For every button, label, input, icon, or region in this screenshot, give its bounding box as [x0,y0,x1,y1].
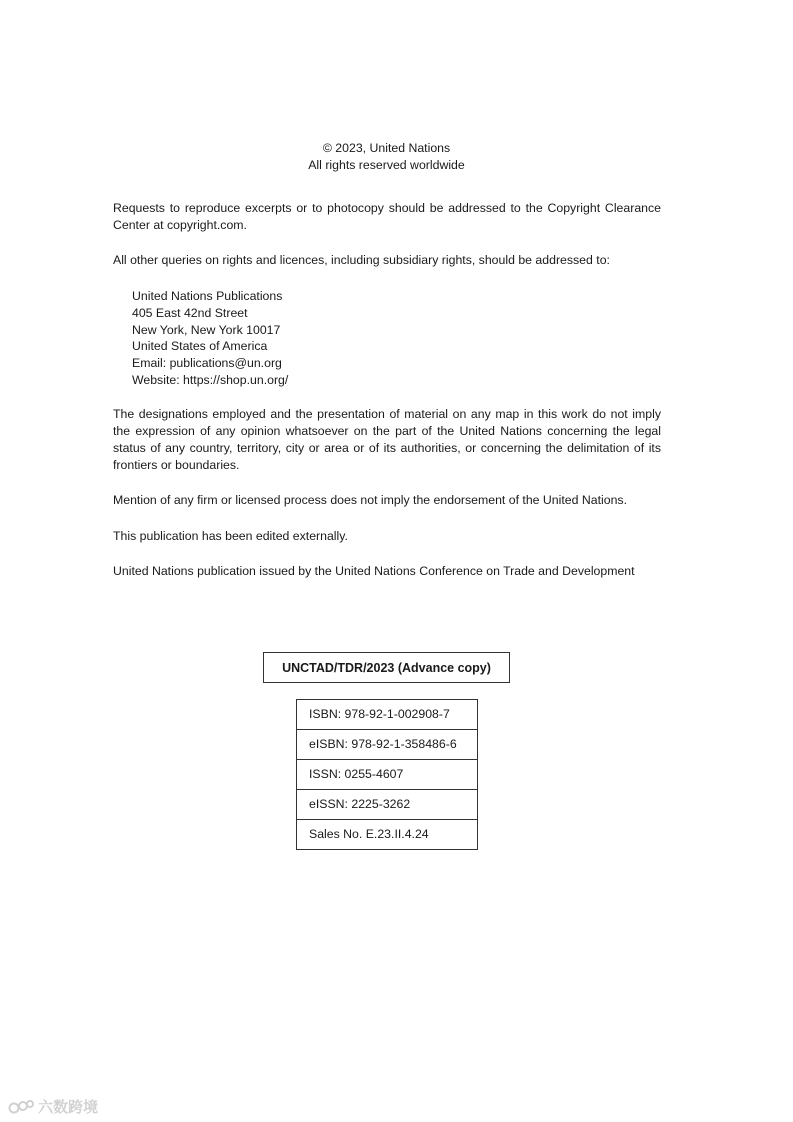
address-email: Email: publications@un.org [132,356,282,371]
eissn-row: eISSN: 2225-3262 [297,790,477,820]
isbn-row: ISBN: 978-92-1-002908-7 [297,700,477,730]
designations-paragraph: The designations employed and the presentation of material on any map in this work do not imply the expression of any opinion whatsoever on the part of the United Nations concerning the legal status of any country, territory, city or area or of its authorities, or concerning the delimitation of its frontiers or boundaries. [113,407,661,472]
address-city: New York, New York 10017 [132,322,281,337]
watermark-logo-icon [8,1099,34,1115]
issued-paragraph: United Nations publication issued by the United Nations Conference on Trade and Development [113,564,635,578]
sales-number-row: Sales No. E.23.II.4.24 [309,827,429,841]
copyright-line: © 2023, United Nations [322,141,451,155]
mention-paragraph: Mention of any firm or licensed process does not imply the endorsement of the United Nations. [113,493,628,507]
address-website: Website: https://shop.un.org/ [132,372,289,387]
copyright-block [0,140,773,174]
address-block [132,288,288,389]
document-symbol-box [263,652,510,683]
address-org: United Nations Publications [132,289,283,303]
watermark-text: 六数跨境 [38,1099,99,1116]
edited-paragraph: This publication has been edited externally. [113,529,348,543]
watermark [8,1096,98,1117]
eisbn-row: eISBN: 978-92-1-358486-6 [297,730,477,760]
document-symbol: UNCTAD/TDR/2023 (Advance copy) [282,660,491,675]
issn-row: ISSN: 0255-4607 [297,760,477,790]
queries-paragraph: All other queries on rights and licences, including subsidiary rights, should be addressed to: [113,253,610,267]
address-country: United States of America [132,339,268,354]
rights-line: All rights reserved worldwide [308,158,465,172]
reproduce-paragraph: Requests to reproduce excerpts or to photocopy should be addressed to the Copyright Clearance Center at copyright.com. [113,201,661,232]
address-street: 405 East 42nd Street [132,305,248,320]
identifiers-table [296,699,478,850]
